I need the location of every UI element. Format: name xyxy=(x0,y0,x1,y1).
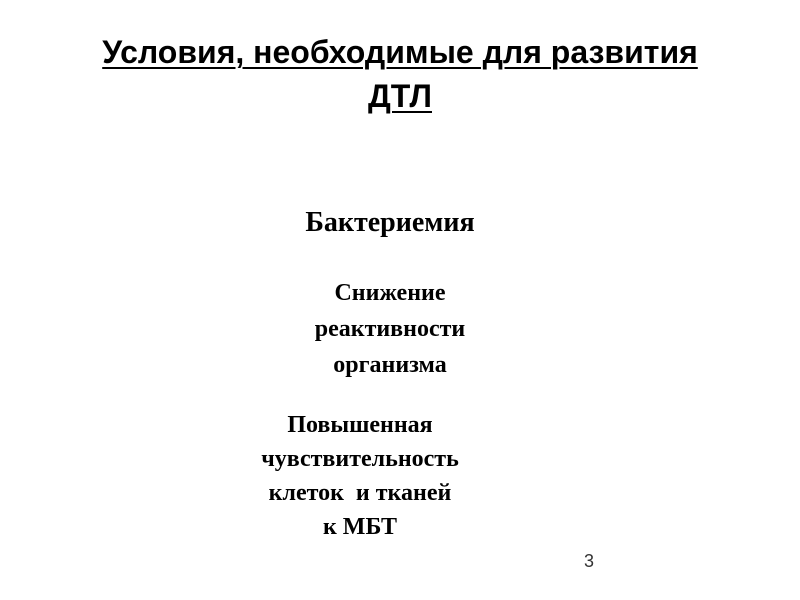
condition-increased-sensitivity xyxy=(200,408,520,544)
condition-bacteremia xyxy=(230,205,550,241)
condition-line: клеток и тканей xyxy=(268,480,452,506)
page-number: 3 xyxy=(583,551,594,571)
condition-line: организма xyxy=(333,352,447,378)
condition-reduced-reactivity xyxy=(230,275,550,383)
condition-line: чувствительность xyxy=(261,446,459,472)
condition-line: Снижение xyxy=(334,280,446,306)
slide-title xyxy=(0,30,800,118)
condition-line: Бактериемия xyxy=(305,207,475,238)
condition-line: к МБТ xyxy=(322,514,398,540)
slide-title-line-2: ДТЛ xyxy=(368,78,432,114)
condition-line: Повышенная xyxy=(287,412,433,438)
condition-line: реактивности xyxy=(314,316,466,342)
slide-title-line-1: Условия, необходимые для развития xyxy=(102,34,698,70)
